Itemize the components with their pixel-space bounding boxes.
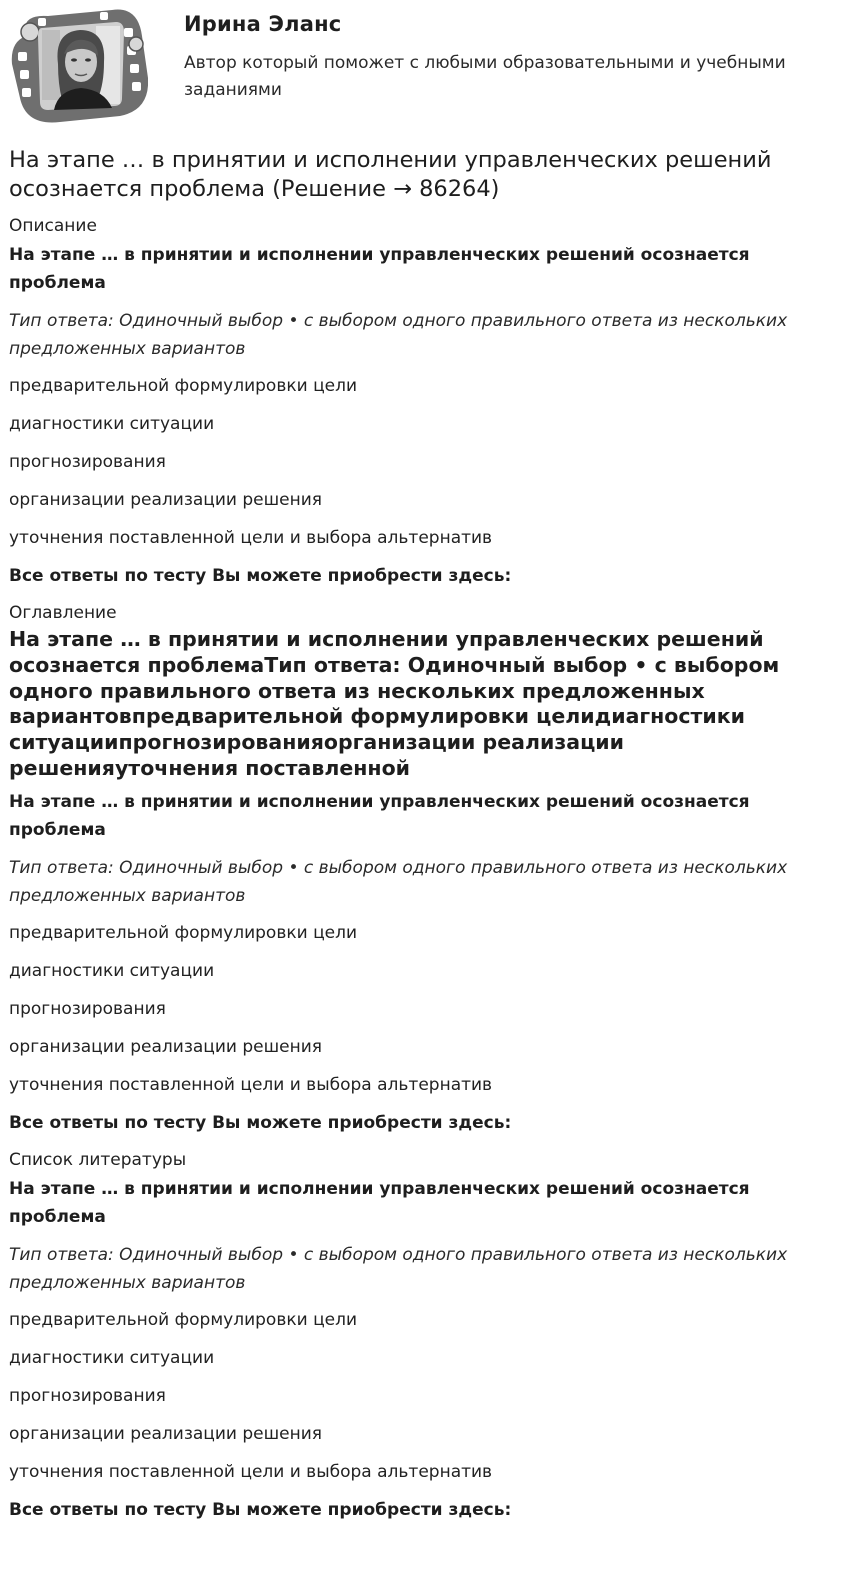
answer-type: Тип ответа: Одиночный выбор • с выбором одного правильного ответа из нескольких предложенных вариантов — [9, 1244, 788, 1293]
answer-option: предварительной формулировки цели — [9, 922, 358, 943]
answer-option: прогнозирования — [9, 452, 166, 472]
answer-option: организации реализации решения — [9, 1036, 322, 1057]
answer-option: диагностики ситуации — [9, 1347, 215, 1368]
author-description: Автор который поможет с любыми образовательными и учебными заданиями — [184, 53, 786, 100]
answer-option: организации реализации решения — [9, 490, 322, 510]
author-card — [0, 0, 847, 130]
answer-option: предварительной формулировки цели — [9, 1309, 358, 1330]
buy-answers-text[interactable]: Все ответы по тесту Вы можете приобрести здесь: — [9, 1499, 512, 1520]
answer-option: предварительной формулировки цели — [9, 376, 358, 396]
question-title: На этапе … в принятии и исполнении управленческих решений осознается проблема — [9, 245, 750, 293]
answer-option: уточнения поставленной цели и выбора альтернатив — [9, 1074, 493, 1095]
answer-option: уточнения поставленной цели и выбора альтернатив — [9, 1461, 493, 1482]
answer-option: организации реализации решения — [9, 1423, 322, 1444]
buy-answers-text[interactable]: Все ответы по тесту Вы можете приобрести здесь: — [9, 566, 512, 586]
author-name[interactable]: Ирина Эланс — [184, 12, 342, 36]
answer-option: прогнозирования — [9, 998, 166, 1019]
page-title: На этапе … в принятии и исполнении управленческих решений осознается проблема (Решение → 86264) — [9, 147, 772, 202]
answer-type: Тип ответа: Одиночный выбор • с выбором одного правильного ответа из нескольких предложенных вариантов — [9, 857, 788, 906]
section-label-literature: Список литературы — [9, 1149, 187, 1170]
answer-option: диагностики ситуации — [9, 960, 215, 981]
answer-option: диагностики ситуации — [9, 414, 215, 434]
author-photo[interactable] — [8, 6, 148, 124]
answer-type: Тип ответа: Одиночный выбор • с выбором одного правильного ответа из нескольких предложенных вариантов — [9, 311, 788, 359]
answer-option: прогнозирования — [9, 1385, 166, 1406]
question-title: На этапе … в принятии и исполнении управленческих решений осознается проблема — [9, 1178, 750, 1227]
question-title: На этапе … в принятии и исполнении управленческих решений осознается проблема — [9, 791, 750, 840]
toc-heading: На этапе … в принятии и исполнении управленческих решений осознается проблемаТип ответа: Одиночный выбор • с выбором одного правильного ответа из нескольких предложенных вариантовпредварительной формулировки целидиагностики ситуациипрогнозированияорганизации реализации решенияуточнения поставленной — [9, 627, 780, 780]
main-content — [9, 146, 841, 1521]
section-label-toc: Оглавление — [9, 603, 117, 623]
buy-answers-text[interactable]: Все ответы по тесту Вы можете приобрести здесь: — [9, 1112, 512, 1133]
section-label-description: Описание — [9, 216, 97, 236]
answer-option: уточнения поставленной цели и выбора альтернатив — [9, 528, 493, 548]
